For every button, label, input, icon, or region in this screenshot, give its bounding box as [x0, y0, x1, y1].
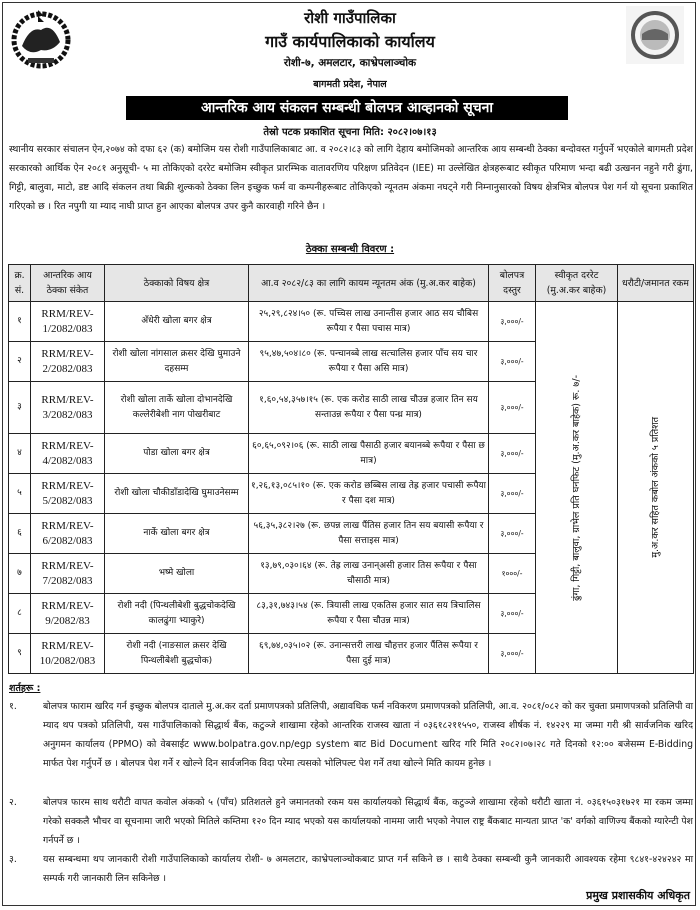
province-name: बागमती प्रदेश, नेपाल: [313, 79, 387, 90]
header-deposit: धरौटी/जमानत रकम: [618, 265, 694, 302]
term-text: बोलपत्र फारम साथ धरौटी वापत कवोल अंकको ५ (पाँच) प्रतिशतले हुने जमानतको रकम यस कार्यालयको सिद्धार्थ बैंक, कटुञ्जे शाखामा रहेको धरौटी खाता नं. ०३६१५०३१७२१ मा रकम जम्मा गरेको सक्कलै भौचर वा सूचनामा जारी भएको मितिले कम्तिमा १२० दिन म्याद भएको यस कार्यालयको नाममा जारी भएको नेपाल राष्ट्र बैंकबाट मान्यता प्राप्त 'क' वर्गको वाणिज्य बैंकको ग्यारेन्टी पेश गर्नपर्ने छ ।: [43, 797, 693, 846]
row-code: RRM/REV-6/2082/083: [31, 514, 105, 554]
row-fee: ३,०००/-: [489, 302, 536, 342]
row-area: नार्के खोला बगर क्षेत्र: [105, 514, 249, 554]
deposit-amount: मु.अ.कर सहित कबोल अंकको ५ प्रतिशत: [650, 417, 661, 558]
row-area: रोशी नदी (नाङसाल क्रसर देखि पिन्थलीबेशी बुद्धचोक): [105, 634, 249, 674]
row-amount: ५६,३५,३८२।२७ (रू. छपन्न लाख पैंतिस हजार तिन सय बयासी रूपैया र पैसा सत्ताइस मात्र): [249, 514, 489, 554]
row-fee: ३,०००/-: [489, 634, 536, 674]
term-item: [9, 850, 693, 888]
term-number: १.: [9, 701, 17, 712]
header-fee: बोलपत्र दस्तुर: [489, 265, 536, 302]
term-text: यस सम्बन्धमा थप जानकारी रोशी गाउँपालिकाको कार्यालय रोशी- ७ अमलटार, काभ्रेपलाञ्चोकबाट प्राप्त गर्न सकिने छ । साथै ठेक्का सम्बन्धी कुनै जानकारी आवश्यक रहेमा ९८४१-४२४२४२ मा सम्पर्क गरी जानकारी लिन सकिनेछ ।: [43, 854, 693, 884]
row-sn: ५: [9, 474, 31, 514]
row-code: RRM/REV-4/2082/083: [31, 434, 105, 474]
row-code: RRM/REV-1/2082/083: [31, 302, 105, 342]
approved-rate: ढुंगा, गिट्टी, बालुवा, ग्राभेल प्रति घनफिट (मु.अ.कर बाहेक) रू. ७/-: [571, 374, 582, 601]
row-amount: २५,२९,८२४।५० (रू. पच्चिस लाख उनान्तीस हजार आठ सय चौबिस रूपैया र पैसा पचास मात्र): [249, 302, 489, 342]
office-address: रोशी-७, अमलटार, काभ्रेपलाञ्चोक: [283, 57, 417, 69]
row-fee: ३,०००/-: [489, 474, 536, 514]
row-area: अँधेरी खोला बगर क्षेत्र: [105, 302, 249, 342]
row-amount: १,६०,५४,३५७।१५ (रू. एक करोड साठी लाख चौउन्न हजार तिन सय सन्ताउन्न रूपैया र पैसा पन्ध्र मात्र): [249, 382, 489, 434]
row-amount: ८३,३१,७४३।५४ (रू. त्रियासी लाख एकतिस हजार सात सय त्रिचालिस रूपैया र पैसा चौउन्न मात्र): [249, 594, 489, 634]
row-fee: ३,०००/-: [489, 594, 536, 634]
term-item: [9, 697, 693, 773]
row-fee: ३,०००/-: [489, 514, 536, 554]
municipality-name: रोशी गाउँपालिका: [304, 9, 396, 27]
office-name: गाउँ कार्यपालिकाको कार्यालय: [265, 32, 435, 51]
row-code: RRM/REV-5/2082/083: [31, 474, 105, 514]
row-code: RRM/REV-10/2082/083: [31, 634, 105, 674]
rate-cell: [536, 302, 618, 674]
term-number: २.: [9, 797, 17, 808]
table-title: ठेक्का सम्बन्धी विवरण :: [305, 244, 395, 255]
row-area: भष्मे खोला: [105, 554, 249, 594]
row-fee: ३,०००/-: [489, 382, 536, 434]
row-amount: १,२६,१३,०८५।१० (रू. एक करोड छब्बिस लाख तेह्र हजार पचासी रूपैया र पैसा दश मात्र): [249, 474, 489, 514]
term-number: ३.: [9, 854, 17, 865]
header-amount: आ.व २०८२/८३ का लागि कायम न्यूनतम अंक (मु.अ.कर बाहेक): [249, 265, 489, 302]
terms-title: शर्तहरू :: [9, 683, 41, 694]
row-sn: ८: [9, 594, 31, 634]
header-sn: क्र. सं.: [9, 265, 31, 302]
row-area: रोशी खोला नांगसाल क्रसर देखि घुमाउने दहसम्म: [105, 342, 249, 382]
header-code: आन्तरिक आय ठेक्का संकेत: [31, 265, 105, 302]
table-header-row: [9, 265, 694, 302]
row-code: RRM/REV-3/2082/083: [31, 382, 105, 434]
row-sn: ७: [9, 554, 31, 594]
signature-title: प्रमुख प्रशासकीय अधिकृत: [586, 889, 690, 902]
row-amount: ६०,६५,०९२।०६ (रू. साठी लाख पैसाठी हजार बयानब्बे रूपैया र पैसा छ मात्र): [249, 434, 489, 474]
row-fee: १०००/-: [489, 554, 536, 594]
row-code: RRM/REV-2/2082/083: [31, 342, 105, 382]
row-code: RRM/REV-7/2082/083: [31, 554, 105, 594]
row-amount: १३,७९,०३०।६४ (रू. तेह्र लाख उनान्असी हजार तिस रूपैया र पैसा चौसाठी मात्र): [249, 554, 489, 594]
header-rate: स्वीकृत दररेट (मु.अ.कर बाहेक): [536, 265, 618, 302]
header-area: ठेक्काको विषय क्षेत्र: [105, 265, 249, 302]
row-area: रोशी नदी (पिन्थलीबेशी बुद्धचोकदेखि कालढुंगा भ्याकुरे): [105, 594, 249, 634]
term-item: [9, 793, 693, 850]
row-sn: ३: [9, 382, 31, 434]
row-amount: ९५,४७,५०४।८० (रू. पन्चानब्बे लाख सत्चालिस हजार पाँच सय चार रूपैया र पैसा असि मात्र): [249, 342, 489, 382]
publish-date: तेस्रो पटक प्रकाशित सूचना मिति: २०८२।०७।१३: [263, 127, 437, 138]
row-fee: ३,०००/-: [489, 342, 536, 382]
row-area: रोशी खोला चौकीडाँडादेखि घुमाउनेसम्म: [105, 474, 249, 514]
row-code: RRM/REV-9/2082/83: [31, 594, 105, 634]
row-sn: ९: [9, 634, 31, 674]
row-area: रोशी खोला तार्के खोला दोभानदेखि कल्लेरीबेशी नाग पोखरीबाट: [105, 382, 249, 434]
row-area: पोडा खोला बगर क्षेत्र: [105, 434, 249, 474]
row-fee: ३,०००/-: [489, 434, 536, 474]
deposit-cell: [618, 302, 694, 674]
row-sn: २: [9, 342, 31, 382]
contract-table: [8, 264, 694, 674]
term-text: बोलपत्र फाराम खरिद गर्न इच्छुक बोलपत्र दाताले मु.अ.कर दर्ता प्रमाणपत्रको प्रतिलिपी, अद्यावधिक फर्म नविकरण प्रमाणपत्रको प्रतिलिपी, आ.व. २०८१/०८२ को कर चुक्ता प्रमाणपत्रको प्रतिलिपी वा म्याद थप पत्रको प्रतिलिपी, यस गाउँपालिकाको सिद्धार्थ बैंक, कटुञ्जे शाखामा रहेको आन्तरिक राजस्व खाता नं ०३६१८२११५५०, राजस्व शीर्षक नं. १४२२९ मा जम्मा गरी श्री सार्वजनिक खरिद अनुगमन कार्यालय (PPMO) को वेबसाईट www.bolpatra.gov.np/egp system बाट Bid Document खरिद गरि मिति २०८२।०७।२८ गते दिनको १२:०० बजेसम्म E-Bidding मार्फत पेश गर्नुपर्ने छ । बोलपत्र पेश गर्ने र खोल्ने दिन सार्वजनिक विदा परेमा त्यसको भोलिपल्ट पेश गर्ने तथा खोल्ने मिति कायम हुनेछ ।: [43, 701, 693, 769]
table-row: [9, 302, 694, 342]
row-amount: ६९,७४,०३५।०२ (रू. उनान्सत्तरी लाख चौहत्तर हजार पैंतिस रूपैया र पैसा दुई मात्र): [249, 634, 489, 674]
intro-paragraph: स्थानीय सरकार संचालन ऐन,२०७४ को दफा ६२ (क) बमोजिम यस रोशी गाउँपालिकाबाट आ. व २०८२।८३ को लागि देहाय बमोजिमको आन्तरिक आय सम्बन्धी ठेक्का बन्दोवस्त गर्नुपर्ने भएकोले बागमती प्रदेश सरकारको आर्थिक ऐन २०८१ अनुसूची- ५ मा तोकिएको दररेट बमोजिम स्वीकृत प्रारम्भिक वातावरणिय परिक्षण प्रतिवेदन (IEE) मा उल्लेखित क्षेत्रहरूबाट स्वीकृत परिमाण भन्दा बढी उत्खनन नहुने गरी ढुंगा, गिट्टी, बालुवा, माटो, डष्ट आदि संकलन तथा बिक्री शुल्कको ठेक्का लिन इच्छुक फर्म वा कम्पनीहरूबाट तोकिएको न्यूनतम अंकमा नघट्ने गरी निम्नानुसारको विषय क्षेत्रभित्र बोलपत्र पेश गर्न यो सूचना प्रकाशित गरिएको छ । रित नपुगी या म्याद नाघी प्राप्त हुन आएका बोलपत्र उपर कुनै कारवाही गरिने छैन ।: [9, 144, 693, 212]
row-sn: ४: [9, 434, 31, 474]
notice-title: आन्तरिक आय संकलन सम्बन्धी बोलपत्र आव्हानको सूचना: [126, 96, 568, 120]
row-sn: १: [9, 302, 31, 342]
row-sn: ६: [9, 514, 31, 554]
